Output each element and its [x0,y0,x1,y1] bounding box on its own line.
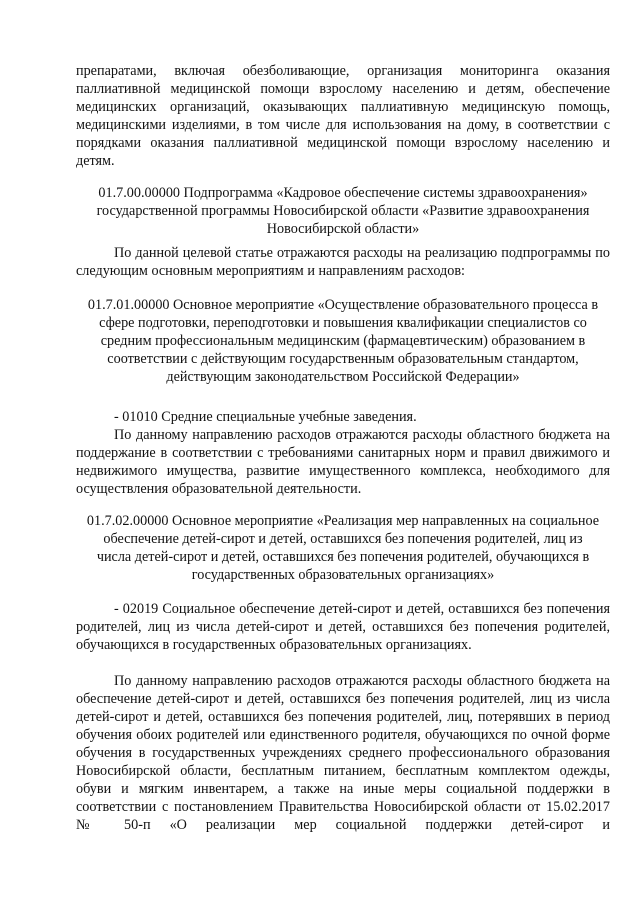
heading-measure-01-7-02: 01.7.02.00000 Основное мероприятие «Реализация мер направленных на социальное обеспечение детей-сирот и детей, оставшихся без попечения родителей, лиц из числа детей-сирот и детей, оставшихся без попечения родителей, обучающихся в государственных образовательных организациях» [86,513,600,583]
paragraph-subprogram-intro: По данной целевой статье отражаются расходы на реализацию подпрограммы по следующим основным мероприятиям и направлениям расходов: [76,245,610,279]
paragraph-02019-description: По данному направлению расходов отражаются расходы областного бюджета на обеспечение детей-сирот и детей, оставшихся без попечения родителей, лиц из числа детей-сирот и детей, оставшихся без попечения родителей, лиц, потерявших в период обучения обоих родителей или единственного родителя, обучающихся по очной форме обучения в государственных учреждениях среднего профессионального образования Новосибирской области, бесплатным питанием, бесплатным комплектом одежды, обуви и мягким инвентарем, а также на иные меры социальной поддержки в соответствии с постановлением Правительства Новосибирской области от 15.02.2017 № 50-п «О реализации мер социальной поддержки детей-сирот и [76,673,610,833]
paragraph-item-02019: - 02019 Социальное обеспечение детей-сирот и детей, оставшихся без попечения родителей, лиц из числа детей-сирот и детей, оставшихся без попечения родителей, обучающихся в государственных образовательных организациях. [76,601,610,653]
paragraph-palliative-continuation: препаратами, включая обезболивающие, организация мониторинга оказания паллиативной медицинской помощи взрослому населению и детям, обеспечение медицинских организаций, оказывающих паллиативную медицинскую помощь, медицинскими изделиями, в том числе для использования на дому, в соответствии с порядками оказания паллиативной медицинской помощи взрослому населению и детям. [76,63,610,169]
paragraph-item-01010: - 01010 Средние специальные учебные заведения. [114,409,417,425]
heading-subprogram-01-7: 01.7.00.00000 Подпрограмма «Кадровое обеспечение системы здравоохранения» государственной программы Новосибирской области «Развитие здравоохранения Новосибирской области» [96,185,590,237]
paragraph-01010-description: По данному направлению расходов отражаются расходы областного бюджета на поддержание в соответствии с требованиями санитарных норм и правил движимого и недвижимого имущества, развитие имущественного комплекса, необходимого для осуществления образовательной деятельности. [76,427,610,497]
heading-measure-01-7-01: 01.7.01.00000 Основное мероприятие «Осуществление образовательного процесса в сфере подготовки, переподготовки и повышения квалификации специалистов со средним профессиональным медицинским (фармацевтическим) образованием в соответствии с действующим государственным образовательным стандартом, действующим законодательством Российской Федерации» [87,297,599,385]
